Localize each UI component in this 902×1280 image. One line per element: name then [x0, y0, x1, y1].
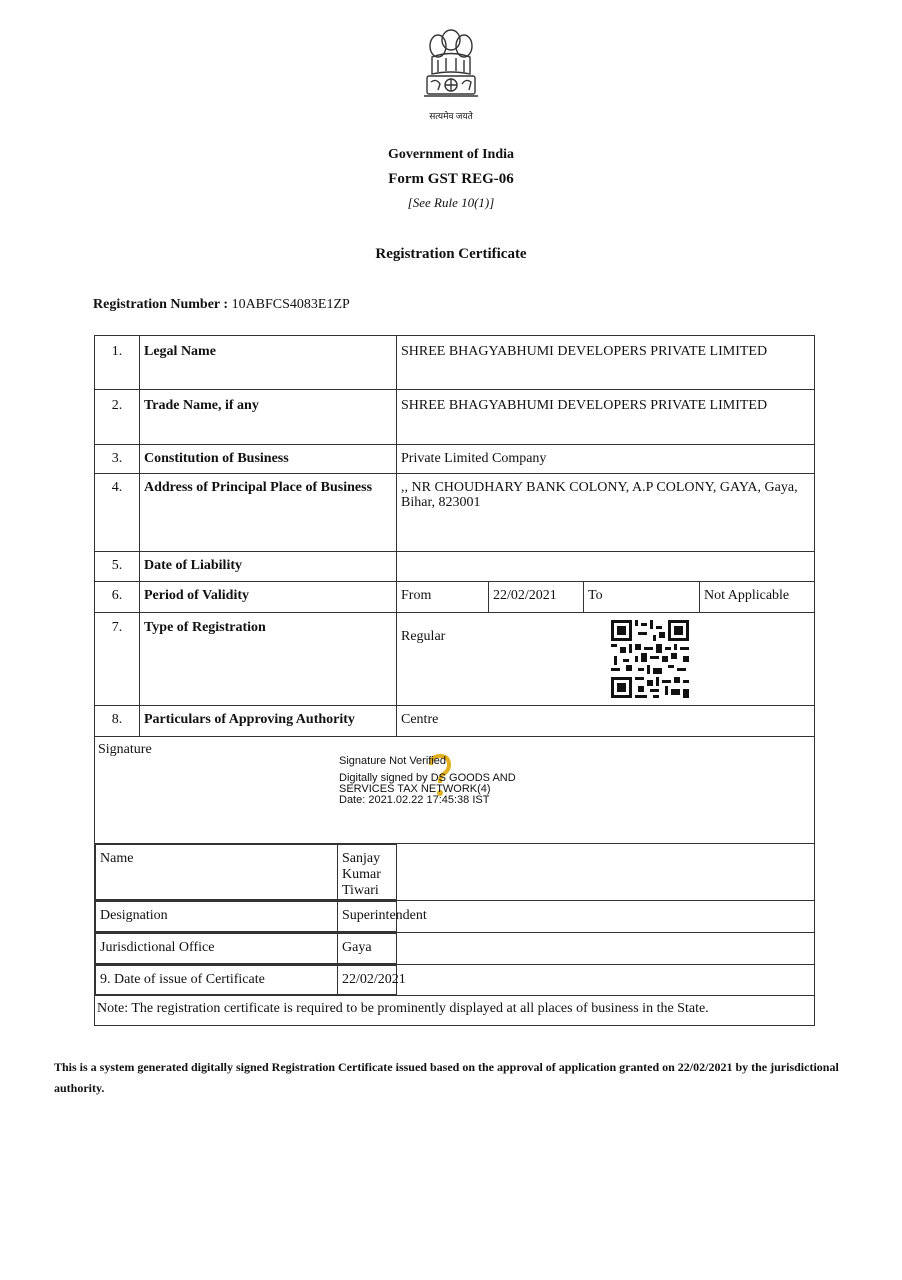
table-row — [95, 844, 815, 901]
validity-to-label: To — [584, 582, 700, 613]
type-of-registration-cell — [397, 613, 815, 706]
jurisdictional-office-value: Gaya — [338, 934, 397, 964]
government-heading: Government of India — [388, 147, 514, 162]
signature-signed-by: Digitally signed by DS GOODS AND — [339, 772, 516, 784]
registration-number — [93, 297, 350, 313]
trade-name-value: SHREE BHAGYABHUMI DEVELOPERS PRIVATE LIMITED — [397, 390, 815, 445]
signature-date: Date: 2021.02.22 17:45:38 IST — [339, 794, 490, 806]
national-emblem-icon — [418, 24, 484, 112]
validity-from-label: From — [397, 582, 489, 613]
table-row — [95, 933, 815, 965]
table-row — [95, 613, 815, 706]
signature-signer-org: SERVICES TAX NETWORK(4) — [339, 783, 491, 795]
table-row — [95, 552, 815, 582]
signature-row — [95, 737, 815, 844]
type-of-registration-label: Type of Registration — [140, 613, 397, 706]
period-of-validity-label: Period of Validity — [140, 582, 397, 613]
table-row — [95, 901, 815, 933]
validity-to-value: Not Applicable — [700, 582, 815, 613]
jurisdictional-office-label: Jurisdictional Office — [96, 934, 338, 964]
row-number: 6. — [95, 582, 140, 613]
date-of-liability-label: Date of Liability — [140, 552, 397, 582]
constitution-value: Private Limited Company — [397, 445, 815, 474]
table-row — [95, 445, 815, 474]
date-of-liability-value — [397, 552, 815, 582]
address-value: ,, NR CHOUDHARY BANK COLONY, A.P COLONY, GAYA, Gaya, Bihar, 823001 — [397, 474, 815, 552]
row-number: 4. — [95, 474, 140, 552]
row-number: 1. — [95, 336, 140, 390]
approving-authority-label: Particulars of Approving Authority — [140, 706, 397, 737]
system-generated-footer: This is a system generated digitally signed Registration Certificate issued based on the approval of application granted on 22/02/2021 by the jurisdictional authority. — [54, 1060, 839, 1095]
motto-text: सत्यमेव जयते — [429, 111, 473, 121]
registration-number-label: Registration Number : — [93, 297, 229, 312]
legal-name-value: SHREE BHAGYABHUMI DEVELOPERS PRIVATE LIMITED — [397, 336, 815, 390]
note-row — [95, 996, 815, 1026]
legal-name-label: Legal Name — [140, 336, 397, 390]
approving-authority-value: Centre — [397, 706, 815, 737]
type-of-registration-value: Regular — [401, 629, 446, 644]
signature-status: Signature Not Verified — [339, 755, 447, 767]
display-note: Note: The registration certificate is required to be prominently displayed at all places of business in the State. — [95, 996, 815, 1026]
form-heading: Form GST REG-06 — [388, 171, 514, 187]
page-title: Registration Certificate — [375, 246, 527, 262]
table-row — [95, 474, 815, 552]
qr-code-icon — [611, 620, 689, 698]
issue-date-value: 22/02/2021 — [338, 966, 397, 995]
certificate-table — [94, 335, 815, 1026]
constitution-label: Constitution of Business — [140, 445, 397, 474]
table-row — [95, 965, 815, 996]
officer-name-value: Sanjay Kumar Tiwari — [338, 845, 397, 900]
address-label: Address of Principal Place of Business — [140, 474, 397, 552]
signature-label: Signature — [98, 742, 152, 757]
table-row — [95, 706, 815, 737]
row-number: 3. — [95, 445, 140, 474]
designation-value: Superintendent — [338, 902, 397, 932]
table-row — [95, 336, 815, 390]
table-row — [95, 582, 815, 613]
row-number: 7. — [95, 613, 140, 706]
designation-label: Designation — [96, 902, 338, 932]
row-number: 8. — [95, 706, 140, 737]
rule-reference: [See Rule 10(1)] — [407, 195, 495, 210]
digital-signature-block — [339, 756, 516, 806]
officer-name-label: Name — [96, 845, 338, 900]
table-row — [95, 390, 815, 445]
validity-from-value: 22/02/2021 — [489, 582, 584, 613]
row-number: 2. — [95, 390, 140, 445]
registration-number-value: 10ABFCS4083E1ZP — [231, 297, 350, 312]
row-number: 5. — [95, 552, 140, 582]
trade-name-label: Trade Name, if any — [140, 390, 397, 445]
issue-date-label: 9. Date of issue of Certificate — [96, 966, 338, 995]
